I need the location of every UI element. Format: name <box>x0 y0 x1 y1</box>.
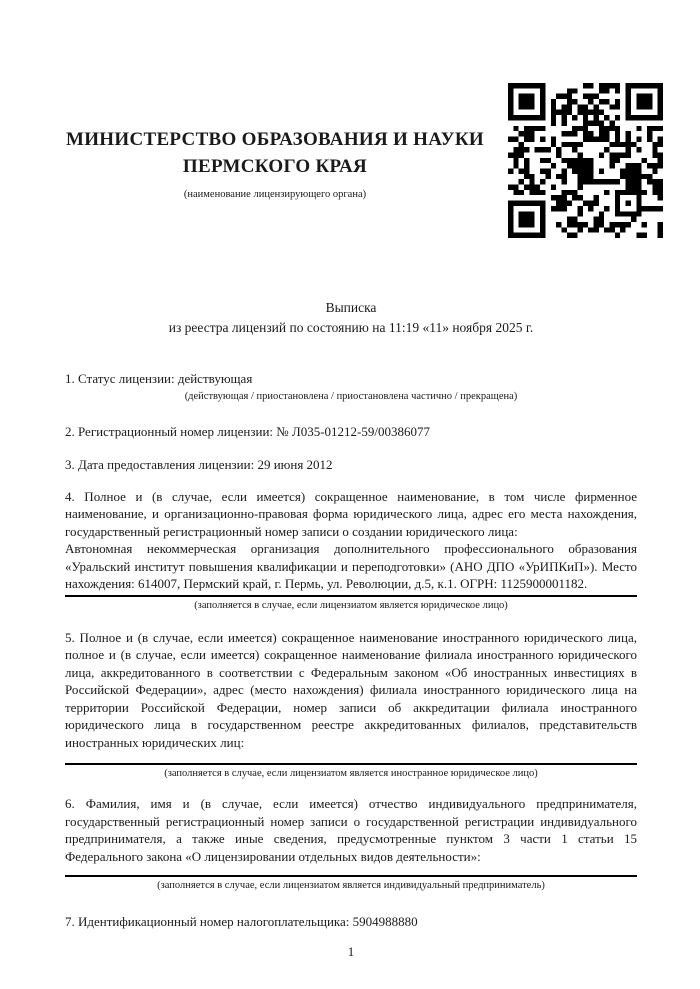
item-1-license-status <box>65 370 637 404</box>
item-2-registration-number <box>65 423 637 441</box>
item-1-text: 1. Статус лицензии: действующая <box>65 371 253 386</box>
document-title-line2: из реестра лицензий по состоянию на 11:19 «11» ноября 2025 г. <box>168 319 534 335</box>
document-title <box>65 298 637 337</box>
item-1-note: (действующая / приостановлена / приостановлена частично / прекращена) <box>184 390 518 402</box>
item-6-text: 6. Фамилия, имя и (в случае, если имеется) отчество индивидуального предпринимателя, государственный регистрационный номер записи о государственной регистрации индивидуального предпринимателя, а также иные сведения, предусмотренные пунктом 3 части 1 статьи 15 Федерального закона «О лицензировании отдельных видов деятельности»: <box>65 796 637 864</box>
item-4-text: 4. Полное и (в случае, если имеется) сокращенное наименование, в том числе фирменное наименование, и организационно-правовая форма юридического лица, адрес его места нахождения, государственный регистрационный номер записи о создании юридического лица: <box>65 488 637 539</box>
item-2-text: 2. Регистрационный номер лицензии: № Л035-01212-59/00386077 <box>65 423 431 439</box>
licensing-authority-header <box>65 0 485 201</box>
item-3-text: 3. Дата предоставления лицензии: 29 июня 2012 <box>65 457 333 472</box>
item-4-legal-entity <box>65 488 637 613</box>
item-6-individual-entrepreneur <box>65 795 637 893</box>
item-3-license-date <box>65 456 637 474</box>
item-5-foreign-entity <box>65 629 637 782</box>
item-4-note: (заполняется в случае, если лицензиатом является юридическое лицо) <box>194 599 508 611</box>
fill-in-rule <box>65 763 637 765</box>
item-4-value: Автономная некоммерческая организация дополнительного профессионального образования «Уральский институт повышения квалификации и переподготовки» (АНО ДПО «УрИПКиП»). Место нахождения: 614007, Пермский край, г. Пермь, ул. Революции, д.5, к.1. ОГРН: 1125900001182. <box>65 541 637 591</box>
item-5-text: 5. Полное и (в случае, если имеется) сокращенное наименование иностранного юридического лица, полное и (в случае, если имеется) сокращенное наименование филиала иностранного юридического лица, аккредитованного в соответствии с Федеральным законом «Об иностранных инвестициях в Российской Федерации», адрес (место нахождения) филиала иностранного юридического лица на территории Российской Федерации, номер записи об аккредитации филиала иностранного юридического лица в государственном реестре аккредитованных филиалов, представительств иностранных юридических лиц: <box>65 629 637 750</box>
item-6-note: (заполняется в случае, если лицензиатом является индивидуальный предприниматель) <box>157 880 545 891</box>
item-7-taxpayer-id <box>65 913 637 931</box>
authority-name-line2: ПЕРМСКОГО КРАЯ <box>182 156 368 177</box>
item-5-note: (заполняется в случае, если лицензиатом является иностранное юридическое лицо) <box>164 768 538 779</box>
fill-in-rule <box>65 875 637 877</box>
authority-name-line1: МИНИСТЕРСТВО ОБРАЗОВАНИЯ И НАУКИ <box>65 129 485 150</box>
fill-in-rule <box>65 595 637 597</box>
item-7-text: 7. Идентификационный номер налогоплательщика: 5904988880 <box>65 914 418 929</box>
qr-code-icon <box>508 83 663 238</box>
authority-name-note: (наименование лицензирующего органа) <box>183 189 367 200</box>
document-title-line1: Выписка <box>325 300 377 315</box>
page-number: 1 <box>347 943 355 959</box>
